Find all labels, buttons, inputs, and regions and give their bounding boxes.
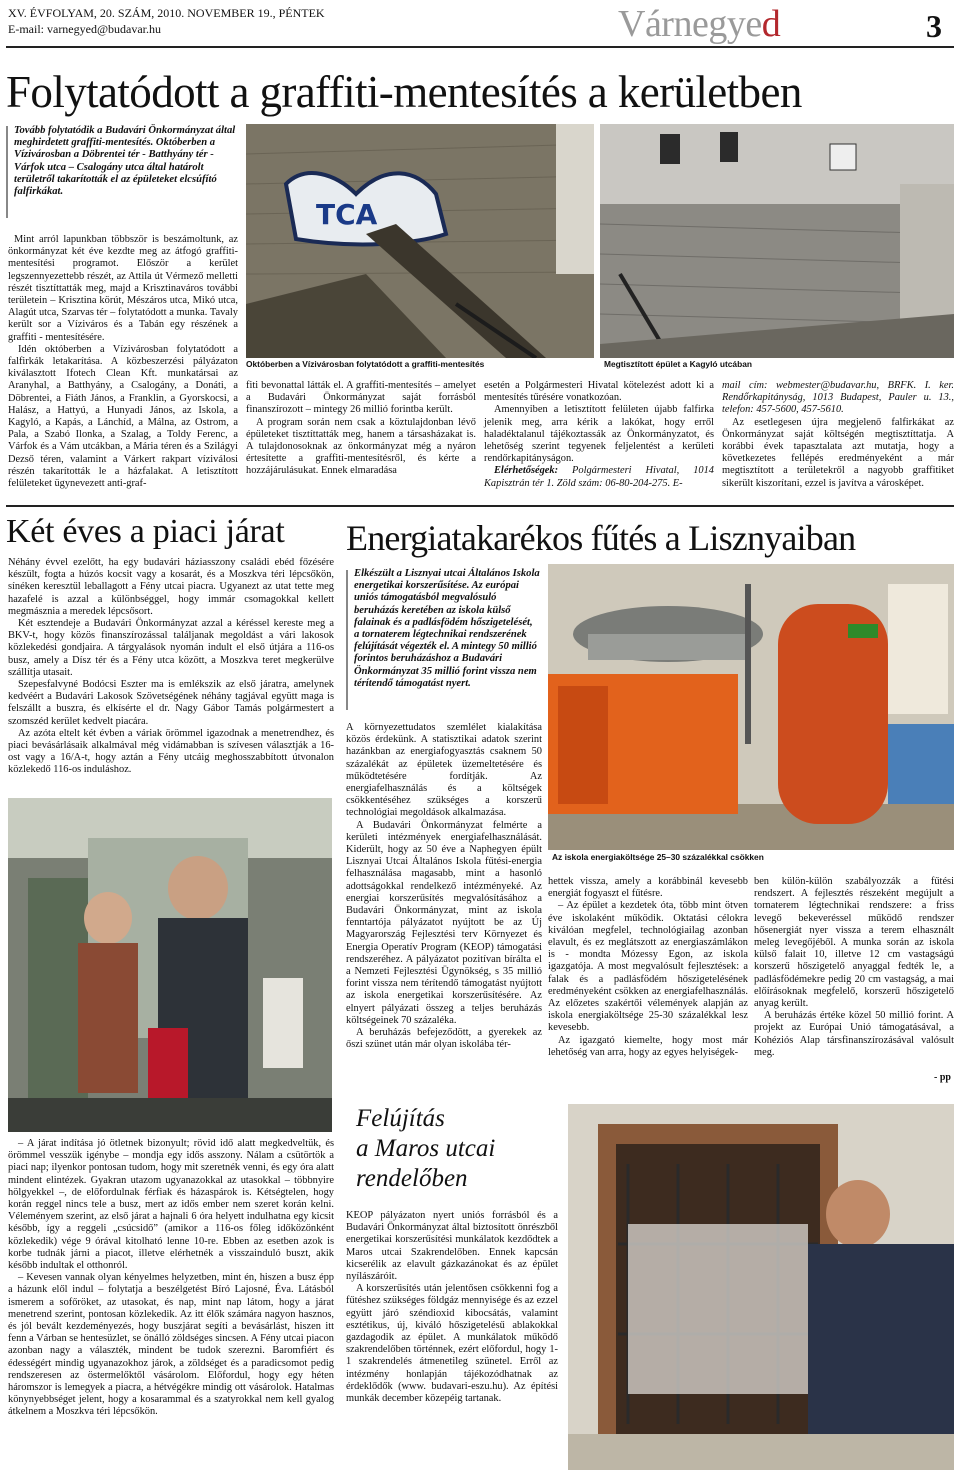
article4-headline-line3: rendelőben <box>356 1165 468 1192</box>
boiler-room-illustration <box>548 564 954 850</box>
article3-col2c-text: Az igazgató kiemelte, hogy most már lehetőség van arra, hogy az egyes helyiségek- <box>548 1034 748 1058</box>
article1-col3-text: esetén a Polgármesteri Hivatal kötelezést adott ki a mentesítés tűrésére vonatkozóan. <box>484 380 714 404</box>
contacts-text: Polgármesteri Hivatal, 1014 Kapisztrán tér 1. Zöld szám: 06-80-204-275. E- <box>484 465 714 489</box>
svg-text:TCA: TCA <box>316 198 378 231</box>
graffiti-wall-photo <box>246 124 594 358</box>
article3-col3-text: ben külön-külön szabályozzák a fűtési rendszert. A fejlesztés részeként megújult a tornaterem légtechnikai rendszere: a friss levegő bekeveréssel működő rendszer hősenergiát nyer vissza a terem elhasznált meleg levegőjéből. A munka során az iskola külső falait 10, illetve 12 cm vastagságú korszerű hőszigetelő anyaggal fedték le, a padlásfödémekre pedig 20 cm vastagság, a mai előírásoknak megfelelő, korszerű hőszigetelő anyag került. <box>754 876 954 1010</box>
article4-headline-line1: Felújítás <box>356 1105 445 1132</box>
article1-col2-text: fiti bevonattal látták el. A graffiti-mentesítés – amelyet a Budavári Önkormányzat saját forrásból finanszírozott – mintegy 26 millió forintba került. <box>246 380 476 416</box>
kagylo-building-photo <box>600 124 954 358</box>
article1-body-col1 <box>8 234 238 490</box>
contacts-label: Elérhetőségek: <box>494 465 559 477</box>
article3-body-col2 <box>548 876 748 1059</box>
bus-passengers-photo <box>8 798 332 1132</box>
article3-col2-text: hettek vissza, amely a korábbinál kevesebb energiát fogyaszt el fűtésre. <box>548 876 748 900</box>
caption-kagylo: Megtisztított épület a Kagyló utcában <box>604 359 752 369</box>
article1-col4b-text: Az esetlegesen újra megjelenő falfirkákat az Önkormányzat saját költségén megtisztíttatja. A korábbi évek tapasztalata azt mutatja, hogy a következetes fellépés eredményeként a már megtisztított a területekről a nagyobb graffitiket sikerült kiszorítani, ezzel is javítva a városképet. <box>722 416 954 489</box>
article3-headline: Energiatakarékos fűtés a Lisznyaiban <box>346 518 856 558</box>
graffiti-wall-illustration <box>246 124 594 358</box>
article1-body-col4 <box>722 380 954 490</box>
kagylo-building-illustration <box>600 124 954 358</box>
article3-col3b-text: A beruházás értéke közel 50 millió forint. A projekt az Európai Unió támogatásával, a Kohéziós Alap társfinanszírozásával valósult meg. <box>754 1010 954 1058</box>
article3-body-col1 <box>346 722 542 1051</box>
caption-graffiti: Októberben a Vízivárosban folytatódott a graffiti-mentesítés <box>246 359 485 369</box>
article3-lead: Elkészült a Lisznyai utcai Általános Iskola energetikai korszerűsítése. Az európai uniós támogatásból megvalósuló beruházás keretében az iskola külső falainak és a padlásfödém hőszigetelését, a tornaterem légtechnikai rendszerének felújítását végezték el. A mintegy 50 millió forintos beruházáshoz a Budavári Önkormányzat 35 millió forint vissza nem térítendő támogatást nyert. <box>354 568 540 689</box>
article3-para2: A Budavári Önkormányzat felmérte a kerületi intézmények energiafelhasználását. Kiderült, hogy az 50 éve a Naphegyen épült Lisznyai Utcai Általános Iskola fűtési-energia felhasználása magasabb, mint a hasonló adottságokkal rendelkező intézményeké. Az energiai korszerűsítés megvalósításához a Budavári Önkormányzat, mint az iskola fenntartója pályázatot nyújtott be az Új Magyarország Fejlesztési terv Környezet és Energia Operatív Program (KEOP) támogatási rendszeréhez. A pályázatot pozitívan bírálta el a Nemzeti Fejlesztési Ügynökség, s 35 millió forint vissza nem térítendő támogatást nyújtott az iskola energetikai korszerűsítésére. Az elnyert pályázati összeg a teljes beruházás költségeinek 70 százaléka. <box>346 819 542 1026</box>
boiler-room-photo <box>548 564 954 850</box>
article2-para1: Néhány évvel ezelőtt, ha egy budavári háziasszony családi ebéd főzésére készült, fogta a húzós kocsit vagy a kosarát, és a Moszkva téri lépcsőkön, sínéken keresztül leballagott a Fény utcai piacra. Ugyanezt az utat tette meg hazafelé is azzal a különbséggel, hogy immár csomagokkal kellett megmásznia a meredek lépcsősort. <box>8 557 334 617</box>
article1-para2: Idén októberben a Vízivárosban folytatódott a falfirkák letakarítása. A közbeszerzési pályázaton kiválasztott Ifotech Clean Kft. munkatársai az Aranyhal, a Batthyány, a Csalogány, a Donáti, a Döbrentei, a Fiáth János, a Franklin, a Gyorskocsi, a Halász, a Hattyú, a Hunyadi János, az Iskola, a Kagyló, a Kapás, a Lánchíd, a Málna, az Ostrom, a Pala, a Szabó Ilonka, a Szalag, a Toldy Ferenc, a Várfok és a Vám utcákban, a Mária téren és a Szilágyi Dezső téren, valamint a Várkert rakpart víziválosi részén takarították le a házfalakat. A letisztított felületeket ügynevezett anti-graf- <box>8 343 238 490</box>
article2-para2: Két esztendeje a Budavári Önkormányzat azzal a kéréssel kereste meg a BKV-t, hogy közös finanszírozással találjanak megoldást a vári lakosok közlekedési gondjaira. A tárgyalások nyomán indult el első útjára a 116-os busz, amely a Dísz tér és a Fény utca között, a Moszkva teret megkerülve szállítja utasait. <box>8 618 334 678</box>
article2-body-top <box>8 557 334 777</box>
article2-para3: Szepesfalvyné Bodócsi Eszter ma is emlékszik az első járatra, amelynek kedvéért a Budavári Lakosok Szövetségének néhány tagjával együtt maga is felszállt a buszra, és elkísérte el dr. Nagy Gábor Tamás polgármestert a szomszéd kerület kedvelt piacára. <box>8 679 334 727</box>
email-line: E-mail: varnegyed@budavar.hu <box>8 22 161 36</box>
article1-lead-bar <box>6 126 8 218</box>
bus-passengers-illustration <box>8 798 332 1132</box>
article4-para2: A korszerűsítés után jelentősen csökkenni fog a fűtéshez szükséges földgáz mennyisége és az ezzel együtt járó széndioxid kibocsátás, valamint esztétikus, új, kiváló hőszigetelésű ablakokkal gazdagodik az épület. A munkálatok működő szakrendelőben történnek, ezért előfordul, hogy 1-1 szakrendelés átmenetileg szünetel. Erről az intézmény honlapján tájékozódhatnak az érdeklődők (www. budavari-eszu.hu). Az építési munkák december közepéig tartanak. <box>346 1283 558 1405</box>
article3-body-col3 <box>754 876 954 1059</box>
article3-para3: A beruházás befejeződött, a gyerekek az őszi szünet után már olyan iskolába tér- <box>346 1027 542 1051</box>
section-divider <box>6 505 954 507</box>
article4-headline-line2: a Maros utcai <box>356 1135 496 1162</box>
header-rule <box>6 46 954 48</box>
article1-body-col2 <box>246 380 476 478</box>
article4-headline <box>356 1104 495 1194</box>
masthead-logo-main: Várnegye <box>618 3 762 45</box>
article2-para6: – Kevesen vannak olyan kényelmes helyzetben, mint én, hiszen a busz épp a házunk elől indul – folytatja a beszélgetést Bíró Lajosné, Éva. Látásból ismerem a sofőröket, az utasokat, és nap, mint nap látom, hogy a járat menetrend szerint, pontosan közlekedik. Az itt élők számára nagyon hasznos, és jól bevált kezdeményezés, hogy buszjárat segíti a bevásárlást, hiszen itt fenn a Várban se hentesüzlet, se önálló zöldséges sincsen. A Fény utcai piacon azonban nagy a választék, mindent be tudok szerezni. Baromfiért és édességért mindig ugyanazokhoz járok, a zöldséget és a paradicsomot pedig rendszeresen az östermelőktől vásárolom. Előfordul, hogy egy héten háromszor is lemegyek a piacra, a hétvégékre mindig ott vásárolok. Hatalmas könynyebbséget jelent, hogy a kosarammal és a szatyrokkal nem kell gyalog átkelnem a Moszkva téri lépcsőkön. <box>8 1272 334 1418</box>
window-installation-photo <box>568 1104 954 1470</box>
article1-contacts <box>484 465 714 489</box>
article1-col4-text: mail cím: webmester@budavar.hu, BRFK. I. ker. Rendőrkapitányság, 1013 Budapest, Pauler u. 13., telefon: 457-5600, 457-5610. <box>722 380 954 416</box>
article3-para1: A környezettudatos szemlélet kialakítása közös érdekünk. A statisztikai adatok szerint hazánkban az energiafogyasztás csaknem 50 százalékát az épületek üzemeltetésére és működtetésére fordítják. Az energiafelhasználás és a költségek csökkentéséhez szükséges a korszerű technológiai megoldások alkalmazása. <box>346 722 542 819</box>
article3-lead-bar <box>346 570 348 710</box>
article4-para1: KEOP pályázaton nyert uniós forrásból és a Budavári Önkormányzat által biztosított önrészből energetikai korszerűsítési munkálatok kezdődtek a Maros utcai Szakrendelőben. Ennek kapcsán kicserélik az elavult gázkazánokat és az épület nyílászáróit. <box>346 1210 558 1283</box>
article3-col2b-text: – Az épület a kezdetek óta, több mint ötven éve iskolaként működik. Oktatási célokra kiválóan megfelel, technológiailag azonban elavult, és ez meglátszott az energiaszámlákon is - mondta Mózessy Egon, az iskola igazgatója. A most megvalósult fejlesztések: a falak és a padlásfödém hőszigetelésének eredményeként csökken az energiafelhasználás. Az előzetes szakértői vélemények alapján az iskola energiaköltsége 25-30 százalékkal lesz kevesebb. <box>548 900 748 1034</box>
masthead-logo <box>618 4 780 44</box>
issue-line: XV. ÉVFOLYAM, 20. SZÁM, 2010. NOVEMBER 19., PÉNTEK <box>8 6 325 20</box>
article1-para1: Mint arról lapunkban többször is beszámoltunk, az önkormányzat két éve kezdte meg az átfogó graffiti-mentesítési programot. Először a kerület legszennyezettebb részét, az Attila út Vérmező melletti részét tisztíttatták meg, majd a Krisztinaváros további területein – Krisztina körút, Mészáros utca, Mikó utca, Alagút utca, Szarvas tér – folytatódott a munka. Tavaly került sor a Víziváros és a Tabán egy részének a graffiti - mentesítésére. <box>8 234 238 343</box>
article1-col3b-text: Amennyiben a letisztított felületen újabb falfirka jelenik meg, arra kérik a lakókat, hogy erről haladéktalanul tájékoztassák az Önkormányzatot, és lehetőség szerint tegyenek feljelentést a kerületi rendőrkapitányságon. <box>484 404 714 465</box>
article1-lead: Tovább folytatódik a Budavári Önkormányzat által meghirdetett graffiti-mentesítés. Októberben a Vízivárosban a Döbrentei tér - Batthyány tér - Várfok utca – Csalogány utca által határolt területről takarították el az épületeket elcsúfító falfirkákat. <box>14 125 236 198</box>
masthead-logo-accent: d <box>761 3 781 45</box>
article2-para4: Az azóta eltelt két évben a váriak örömmel igazodnak a menetrendhez, és piaci bevásárlásaik alkalmával még vidámabban is szívesen választják a 16-ost vagy a 16/A-t, hogy aztán a Fény utcáig meghosszabbított útvonalon közlekedő 116-os induláshoz. <box>8 727 334 776</box>
window-installation-illustration <box>568 1104 954 1470</box>
article2-para5: – A járat indítása jó ötletnek bizonyult; rövid idő alatt megkedveltük, és örömmel vesszük igénybe – mondja egy idős asszony. Nálam a csütörtök a piaci nap; ilyenkor pontosan tudom, hogy mit szeretnék venni, és egy óra alatt mindent elintézek. Gyakran utazom ugyanazokkal az utasokkal – többnyire hölgyekkel –, de előfordulnak férfiak és házaspárok is. Kétségtelen, hogy korán reggel nincs tele a busz, mert az idős ember nem szeret korán kelni. Véleményem szerint, az első járat a hajnali 6 óra helyett indulhatna egy kicsit később, így a reggeli „csúcsidő” (amikor a 116-os főleg időközönként közlekedik) vége 9 órával kitolható lenne 10-re. Ebben az esetben azok is korbe tudnák járni a piacot, illetve elérhetnék a visszainduló buszt, akik később indultak el otthonról. <box>8 1138 334 1272</box>
page-number: 3 <box>926 8 942 44</box>
article1-col2b-text: A program során nem csak a köztulajdonban lévő épületeket tisztíttatták meg, hanem a társasházakat is. A tulajdonosoknak az önkormányzat még a nyáron értesítette a graffiti-mentesítésről, és kérte a hozzájárulásukat. Ennek elmaradása <box>246 416 476 477</box>
article1-headline: Folytatódott a graffiti-mentesítés a kerületben <box>6 67 802 117</box>
article4-body <box>346 1210 558 1405</box>
article3-signature: - pp <box>934 1072 951 1083</box>
article2-headline: Két éves a piaci járat <box>6 513 285 550</box>
article2-body-bottom <box>8 1138 334 1419</box>
caption-boiler: Az iskola energiaköltsége 25–30 százalékkal csökken <box>552 852 764 862</box>
article1-body-col3 <box>484 380 714 490</box>
